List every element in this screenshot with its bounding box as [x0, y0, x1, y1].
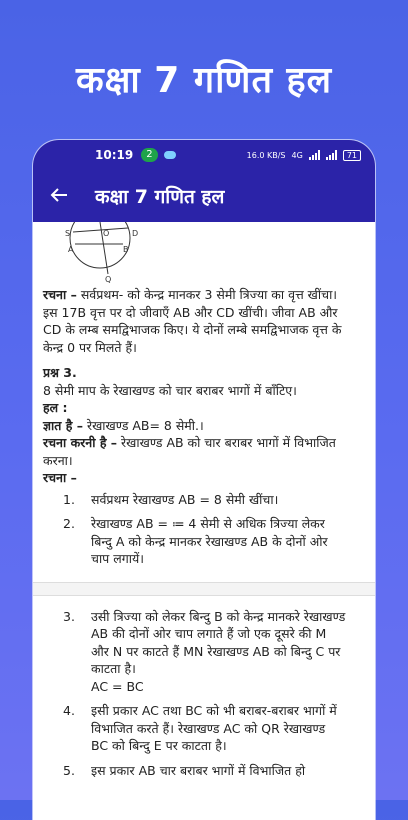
phone-frame [33, 140, 375, 820]
list-item: 4. इसी प्रकार AC तथा BC को भी बराबर-बराबर भागों में विभाजित करते हैं। रेखाखण्ड AC को QR रेखाखण्ड BC को बिन्दु E पर काटता है। [63, 703, 337, 753]
arrow-left-icon [50, 187, 68, 203]
question-text: 8 सेमी माप के रेखाखण्ड को चार बराबर भागों में बाँटिए। [43, 382, 297, 398]
app-bar-title: कक्षा 7 गणित हल [95, 186, 225, 208]
figure-label-d: D [132, 229, 139, 238]
list-item: AC = BC [91, 678, 144, 694]
todo-line [43, 434, 353, 469]
rachna-text: सर्वप्रथम- को केन्द्र मानकर 3 सेमी त्रिज्या का वृत्त खींचा। इस 17B वृत्त पर दो जीवाएँ AB और CD खींची। जीवा AB और CD के लम्ब समद्विभाजक किए। ये दोनों लम्बे समद्विभाजक वृत्त के केन्द्र 0 पर मिलते हैं। [43, 287, 342, 355]
figure-label-a: A [68, 245, 74, 254]
steps-list-a [43, 491, 375, 568]
network-type: 4G [291, 150, 303, 160]
section-divider [33, 582, 375, 596]
hal-label: हल : [43, 400, 68, 415]
status-bar [33, 140, 375, 170]
steps-list-b [43, 608, 375, 780]
given-label: ज्ञात है – [43, 417, 83, 433]
figure-label-b: B [123, 245, 129, 254]
circle-diagram [43, 222, 163, 286]
status-indicators [247, 150, 361, 161]
wifi-signal-icon [326, 150, 337, 160]
todo-label: रचना करनी है – [43, 435, 118, 450]
notification-badge: 2 [141, 148, 157, 162]
promo-title: कक्षा 7 गणित हल [75, 60, 333, 101]
figure-label-s: S [65, 229, 71, 238]
list-item: 5. इस प्रकार AB चार बराबर भागों में विभाजित हो [63, 762, 306, 778]
given-text: रेखाखण्ड AB= 8 सेमी.। [86, 417, 204, 433]
rachna-label: रचना – [43, 287, 77, 302]
content-scroll[interactable] [33, 222, 375, 779]
cloud-icon [164, 151, 176, 159]
signal-icon [309, 150, 320, 160]
app-bar [33, 170, 375, 222]
list-item: 3. उसी त्रिज्या को लेकर बिन्दु B को केन्द्र मानकरे रेखाखण्ड AB की दोनों ओर चाप लगाते हैं जो एक दूसरे की M और N पर काटते हैं MN रेखाखण्ड AB को बिन्दु C पर काटता है। [63, 608, 346, 676]
todo-text: रेखाखण्ड AB को चार बराबर भागों में विभाजित करना। [43, 435, 336, 468]
question-label: प्रश्न 3. [43, 365, 77, 380]
figure-label-q: Q [105, 275, 112, 284]
rachna-paragraph [43, 286, 353, 356]
back-button[interactable] [33, 184, 85, 209]
battery-level: 71 [346, 150, 357, 160]
battery-icon [343, 150, 361, 161]
figure-label-o: O [103, 229, 110, 238]
status-time: 10:19 [95, 148, 134, 162]
given-line [43, 417, 353, 435]
geometry-figure [43, 222, 375, 286]
list-item: 2. रेखाखण्ड AB = ≔ 4 सेमी से अधिक त्रिज्या लेकर बिन्दु A को केन्द्र मानकर रेखाखण्ड AB के दोनों ओर चाप लगायें। [63, 516, 328, 566]
network-speed: 16.0 KB/S [246, 150, 286, 160]
rachna2-label: रचना – [43, 470, 77, 485]
list-item: 1. सर्वप्रथम रेखाखण्ड AB = 8 सेमी खींचा। [63, 491, 279, 507]
